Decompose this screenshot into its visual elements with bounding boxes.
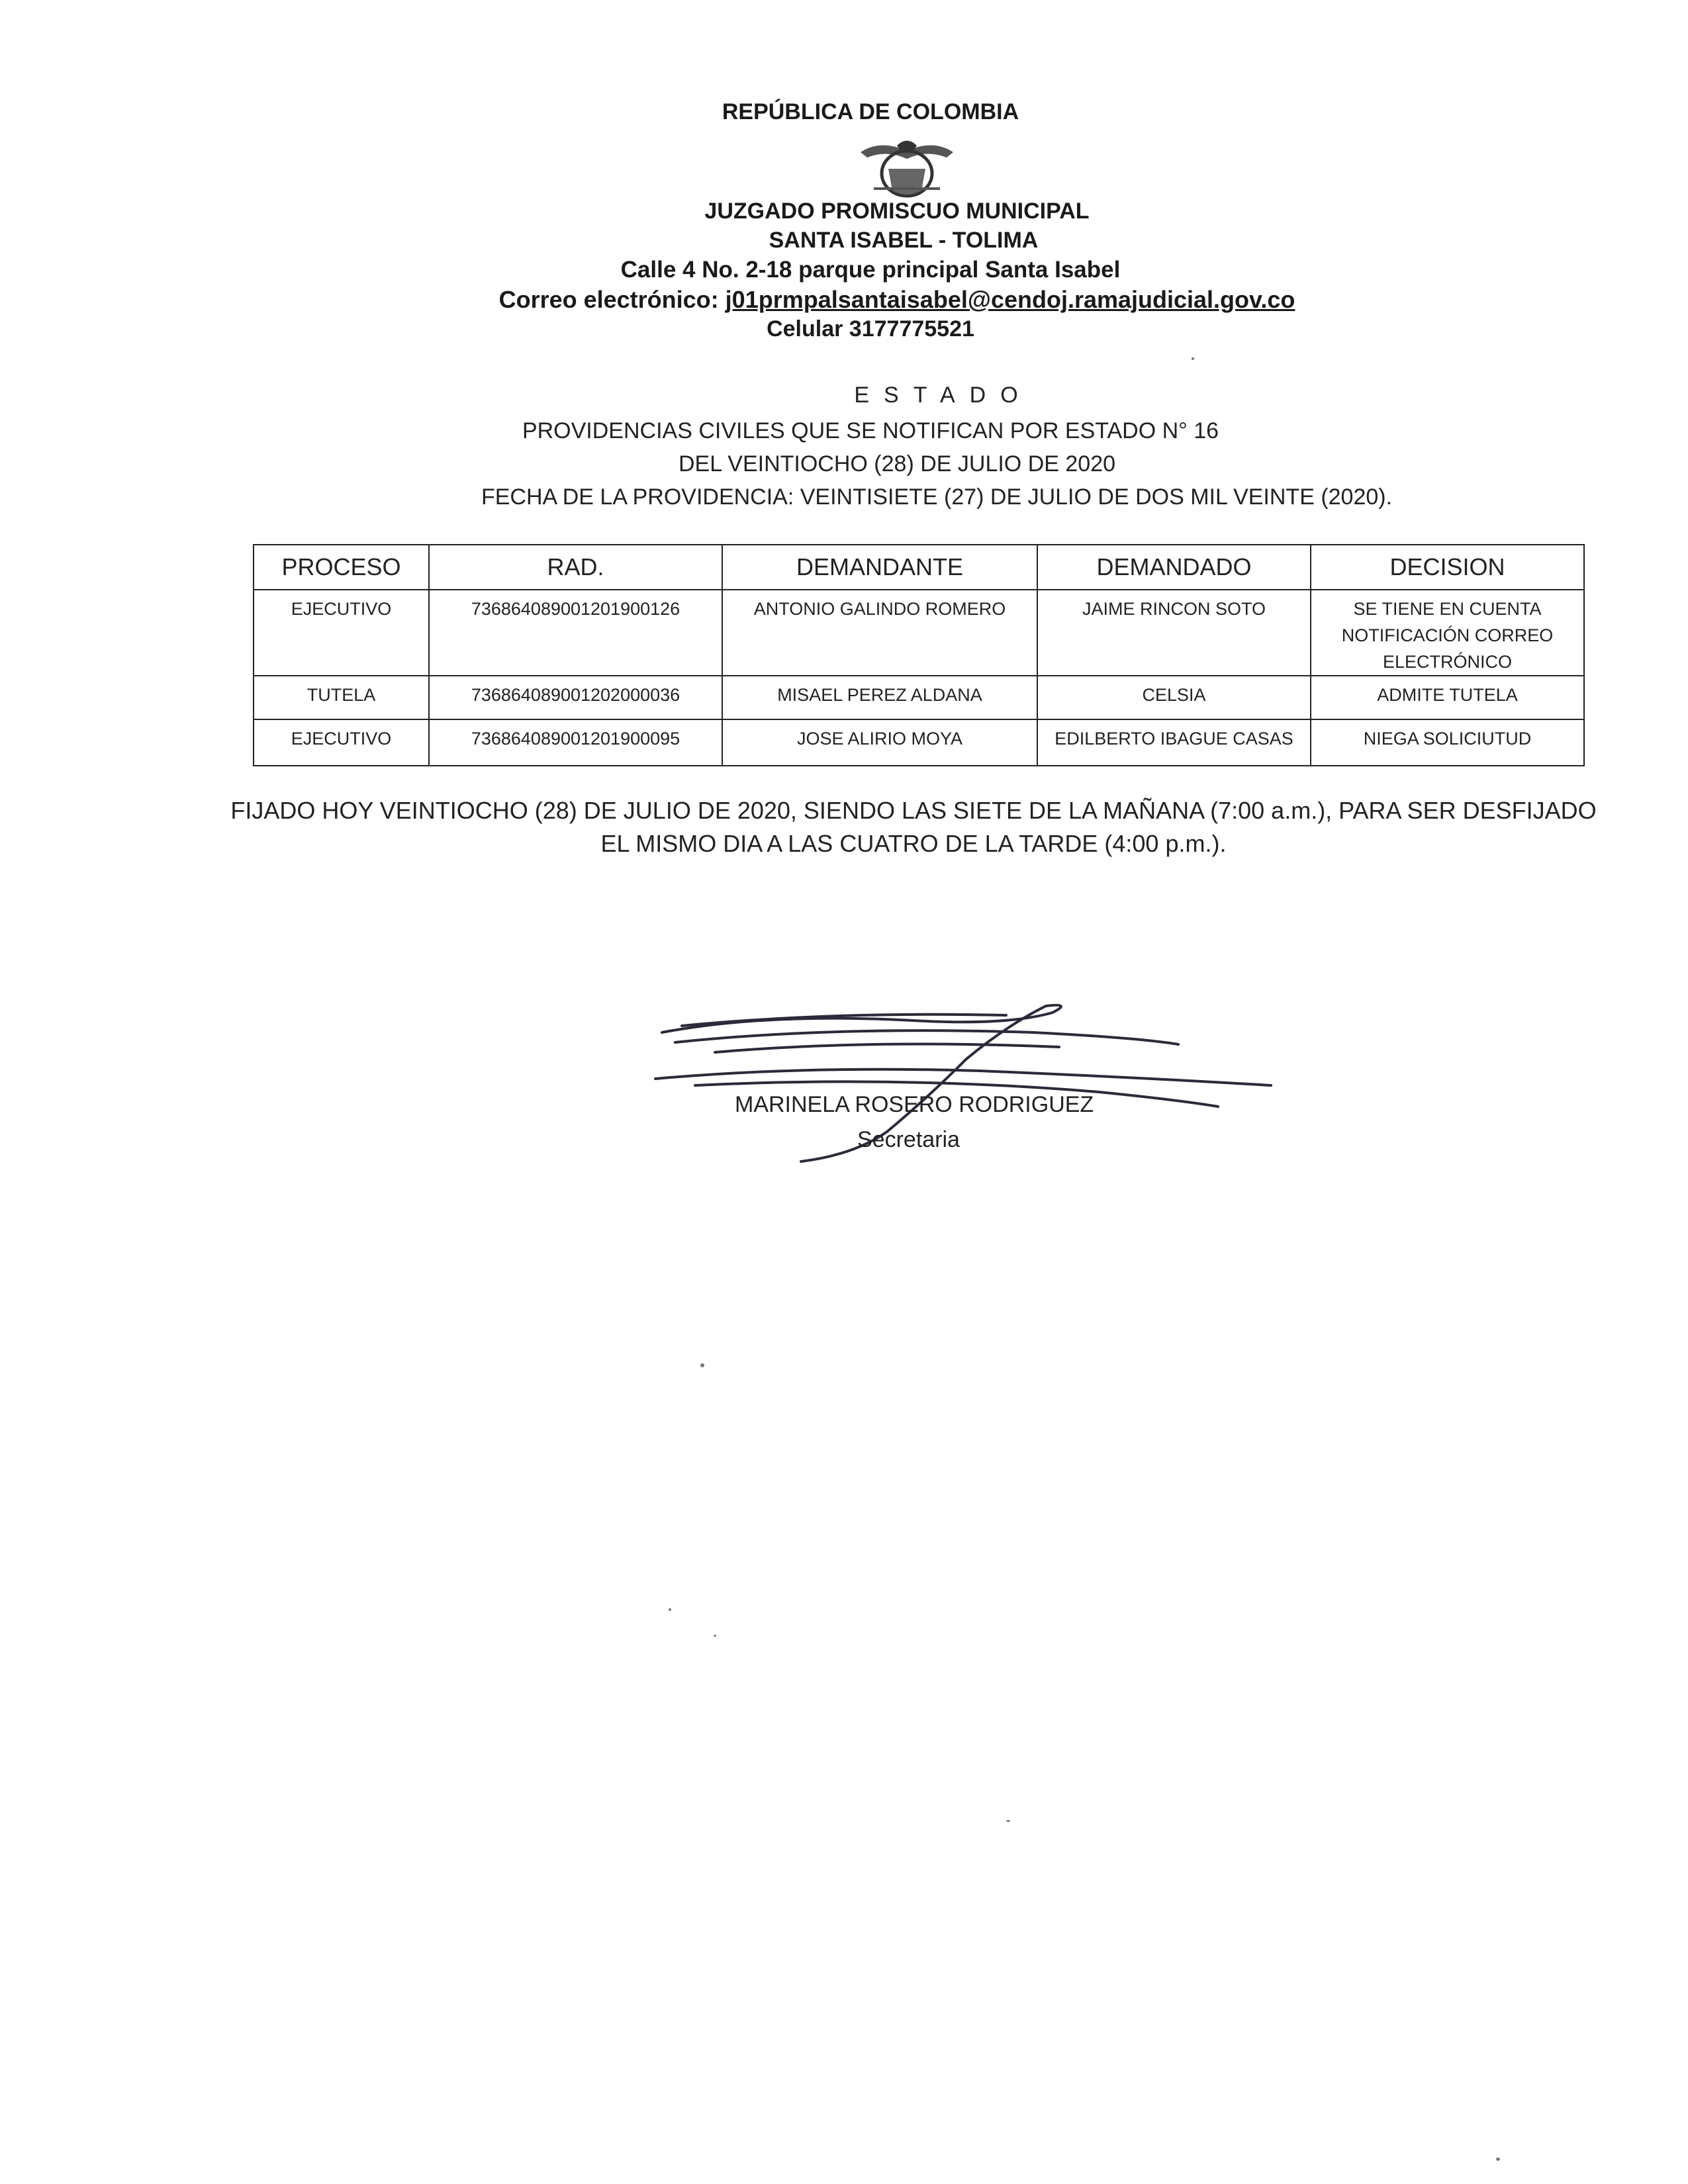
scan-speck: [714, 1635, 716, 1637]
column-header-decision: DECISION: [1311, 545, 1584, 590]
cell-proceso: TUTELA: [254, 676, 429, 719]
email-line: [53, 286, 1688, 314]
column-header-rad: RAD.: [429, 545, 722, 590]
notice-line-1: PROVIDENCIAS CIVILES QUE SE NOTIFICAN POR ESTADO N° 16: [522, 418, 1219, 443]
estado-table: [253, 544, 1585, 766]
cell-decision: ADMITE TUTELA: [1311, 676, 1584, 719]
coat-of-arms-seal: [847, 132, 966, 205]
estado-title: ESTADO: [854, 383, 1033, 408]
email-label: Correo electrónico:: [498, 286, 719, 313]
cell-rad: 73686408900120190009​5: [429, 719, 722, 766]
scan-speck: [700, 1363, 704, 1367]
posting-line-1: FIJADO HOY VEINTIOCHO (28) DE JULIO DE 2020, SIENDO LAS SIETE DE LA MAÑANA (7:00 a.m.), PARA SER DESFIJADO: [230, 797, 1597, 824]
court-address: Calle 4 No. 2-18 parque principal Santa Isabel: [620, 257, 1121, 283]
cell-demandado: EDILBERTO IBAGUE CASAS: [1037, 719, 1311, 766]
cell-demandado: CELSIA: [1037, 676, 1311, 719]
cell-proceso: EJECUTIVO: [254, 590, 429, 676]
scan-speck: [669, 1608, 671, 1611]
cell-demandante: MISAEL PEREZ ALDANA: [722, 676, 1037, 719]
country-heading: REPÚBLICA DE COLOMBIA: [722, 99, 1019, 124]
scan-speck: [1496, 2158, 1500, 2161]
signer-name: MARINELA ROSERO RODRIGUEZ: [735, 1092, 1094, 1117]
scan-speck: [1006, 1820, 1010, 1822]
cell-rad: 73686408900120190012​6: [429, 590, 722, 676]
column-header-proceso: PROCESO: [254, 545, 429, 590]
column-header-demandante: DEMANDANTE: [722, 545, 1037, 590]
table-row: [254, 676, 1584, 719]
cell-proceso: EJECUTIVO: [254, 719, 429, 766]
table-row: [254, 590, 1584, 676]
notice-line-3: FECHA DE LA PROVIDENCIA: VEINTISIETE (27) DE JULIO DE DOS MIL VEINTE (2020).: [481, 484, 1393, 510]
cell-demandante: ANTONIO GALINDO ROMERO: [722, 590, 1037, 676]
email-link[interactable]: j01prmpalsantaisabel@cendoj.ramajudicial.gov.co: [725, 286, 1295, 313]
cell-decision: NIEGA SOLICIUTUD: [1311, 719, 1584, 766]
cell-rad: 73686408900120200003​6: [429, 676, 722, 719]
posting-line-2: EL MISMO DIA A LAS CUATRO DE LA TARDE (4:00 p.m.).: [600, 830, 1227, 857]
cell-demandante: JOSE ALIRIO MOYA: [722, 719, 1037, 766]
court-name: JUZGADO PROMISCUO MUNICIPAL: [704, 199, 1090, 224]
cell-demandado: JAIME RINCON SOTO: [1037, 590, 1311, 676]
column-header-demandado: DEMANDADO: [1037, 545, 1311, 590]
cell-decision: SE TIENE EN CUENTA NOTIFICACIÓN CORREO ELECTRÓNICO: [1311, 590, 1584, 676]
posting-notice: [218, 794, 1609, 860]
handwritten-signature: [635, 986, 1284, 1165]
table-header-row: [254, 545, 1584, 590]
signer-role: Secretaria: [857, 1127, 960, 1152]
scan-speck: [1192, 357, 1194, 360]
table-row: [254, 719, 1584, 766]
notice-line-2: DEL VEINTIOCHO (28) DE JULIO DE 2020: [678, 451, 1116, 477]
court-city: SANTA ISABEL - TOLIMA: [769, 228, 1039, 253]
court-phone: Celular 3177775521: [767, 316, 974, 341]
